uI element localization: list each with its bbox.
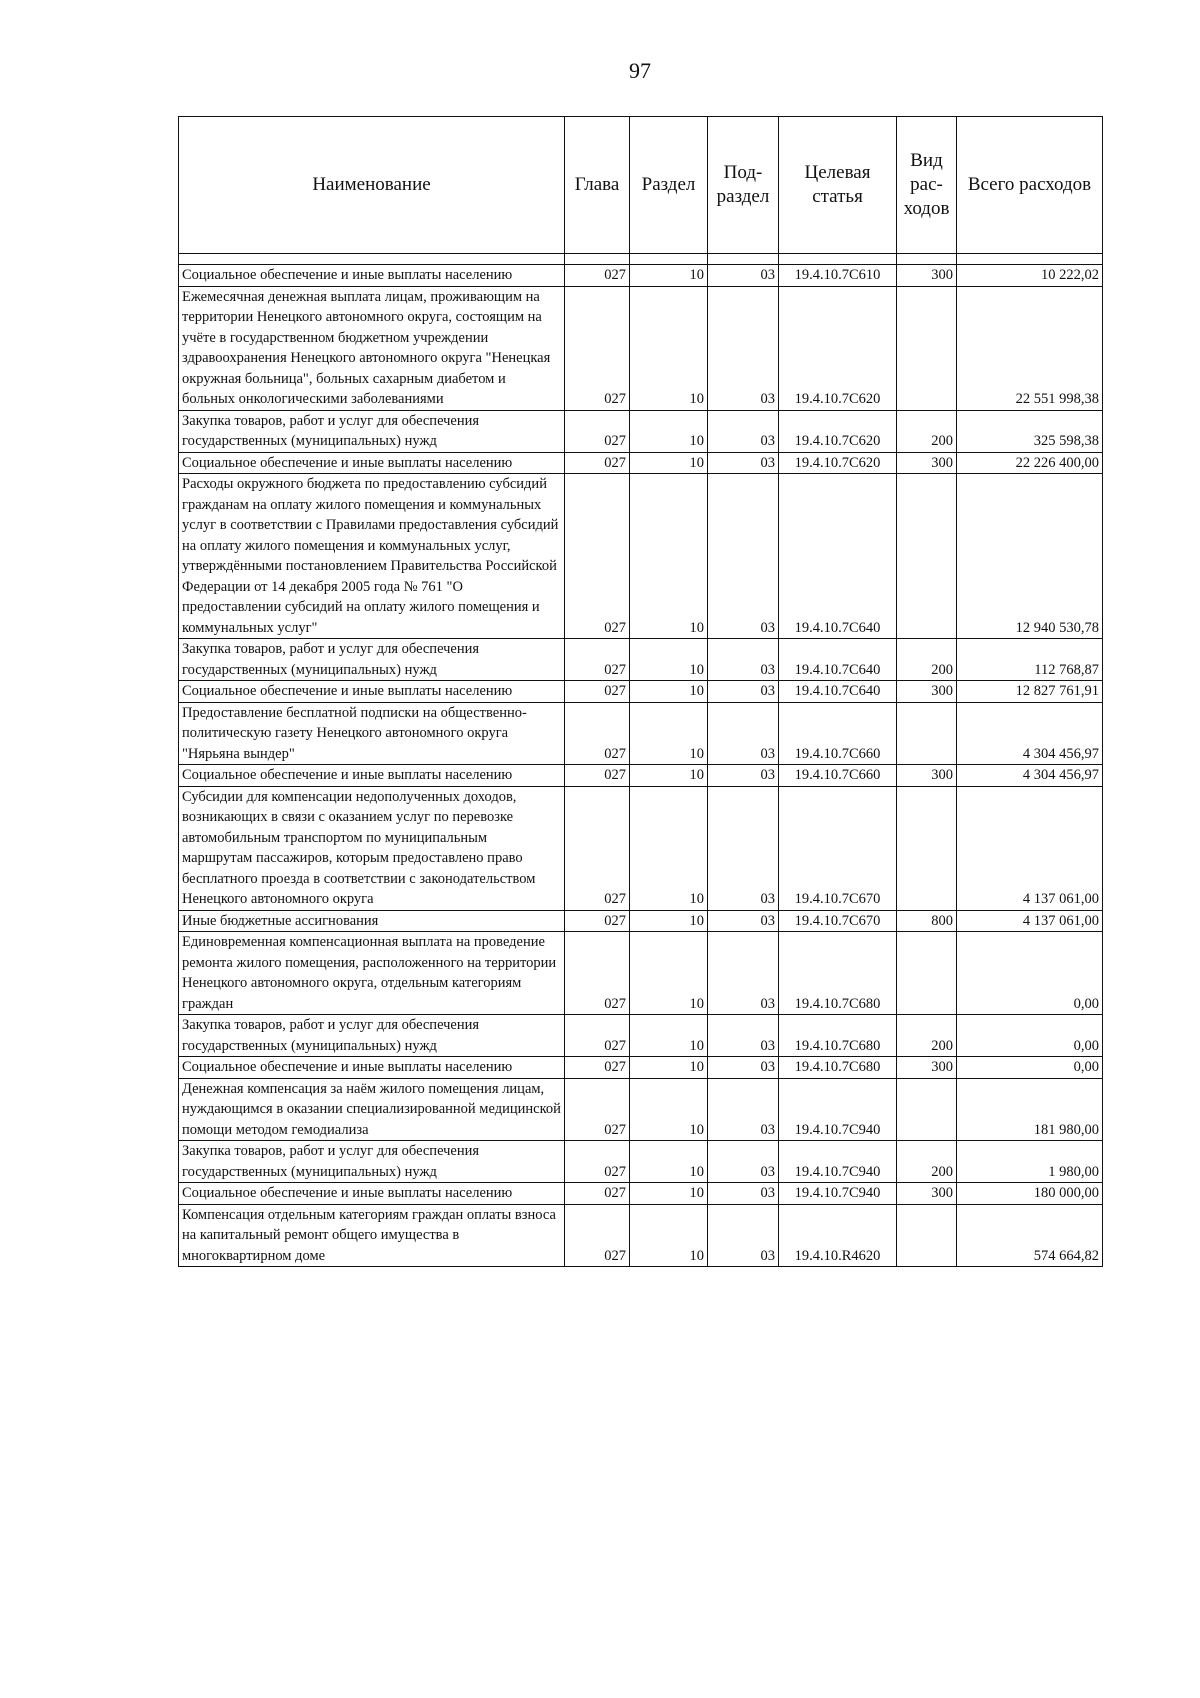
cell-vid: 200 [897,410,957,452]
cell-podrazdel: 03 [708,1204,779,1267]
header-statya: Целевая статья [779,117,897,254]
cell-razdel: 10 [630,1015,708,1057]
cell-razdel: 10 [630,1183,708,1205]
cell-vid [897,474,957,639]
cell-total: 0,00 [957,1057,1103,1079]
cell-razdel: 10 [630,1204,708,1267]
cell-podrazdel: 03 [708,639,779,681]
cell-razdel: 10 [630,765,708,787]
cell-statya: 19.4.10.7С620 [779,286,897,410]
table-row [179,1057,1103,1079]
header-razdel: Раздел [630,117,708,254]
cell-name: Социальное обеспечение и иные выплаты населению [179,1057,565,1079]
cell-glava: 027 [565,1015,630,1057]
cell-razdel: 10 [630,286,708,410]
cell-name: Закупка товаров, работ и услуг для обеспечения государственных (муниципальных) нужд [179,639,565,681]
header-vid: Вид рас-ходов [897,117,957,254]
cell-vid: 300 [897,1183,957,1205]
cell-total: 0,00 [957,1015,1103,1057]
cell-statya: 19.4.10.7С940 [779,1078,897,1141]
table-row [179,932,1103,1015]
budget-table [178,116,1103,1267]
cell-statya: 19.4.10.R4620 [779,1204,897,1267]
cell-total: 325 598,38 [957,410,1103,452]
cell-total: 4 304 456,97 [957,702,1103,765]
cell-glava: 027 [565,786,630,910]
spacer-cell [957,254,1103,265]
cell-name: Социальное обеспечение и иные выплаты населению [179,681,565,703]
cell-podrazdel: 03 [708,1015,779,1057]
cell-statya: 19.4.10.7С940 [779,1183,897,1205]
cell-vid: 200 [897,1015,957,1057]
cell-total: 4 137 061,00 [957,910,1103,932]
cell-total: 22 226 400,00 [957,452,1103,474]
cell-podrazdel: 03 [708,1183,779,1205]
cell-name: Социальное обеспечение и иные выплаты населению [179,1183,565,1205]
page-number: 97 [629,58,651,83]
cell-glava: 027 [565,265,630,287]
cell-total: 574 664,82 [957,1204,1103,1267]
cell-podrazdel: 03 [708,681,779,703]
cell-vid: 200 [897,639,957,681]
cell-name: Денежная компенсация за наём жилого помещения лицам, нуждающимся в оказании специализированной медицинской помощи методом гемодиализа [179,1078,565,1141]
cell-statya: 19.4.10.7С670 [779,910,897,932]
cell-podrazdel: 03 [708,1141,779,1183]
cell-name: Расходы окружного бюджета по предоставлению субсидий гражданам на оплату жилого помещения и коммунальных услуг в соответствии с Правилами предоставления субсидий на оплату жилого помещения и коммунальных услуг, утверждёнными постановлением Правительства Российской Федерации от 14 декабря 2005 года № 761 "О предоставлении субсидий на оплату жилого помещения и коммунальных услуг" [179,474,565,639]
cell-total: 10 222,02 [957,265,1103,287]
cell-statya: 19.4.10.7С940 [779,1141,897,1183]
table-row [179,1204,1103,1267]
cell-total: 180 000,00 [957,1183,1103,1205]
cell-name: Закупка товаров, работ и услуг для обеспечения государственных (муниципальных) нужд [179,1141,565,1183]
table-body [179,265,1103,1267]
cell-vid: 300 [897,1057,957,1079]
cell-statya: 19.4.10.7С610 [779,265,897,287]
cell-total: 22 551 998,38 [957,286,1103,410]
header-total: Всего расходов [957,117,1103,254]
cell-statya: 19.4.10.7С670 [779,786,897,910]
cell-statya: 19.4.10.7С680 [779,932,897,1015]
cell-razdel: 10 [630,1078,708,1141]
cell-podrazdel: 03 [708,452,779,474]
cell-razdel: 10 [630,1057,708,1079]
cell-glava: 027 [565,702,630,765]
table-row [179,1015,1103,1057]
cell-glava: 027 [565,1057,630,1079]
cell-vid: 300 [897,452,957,474]
cell-glava: 027 [565,286,630,410]
cell-vid [897,702,957,765]
table-row [179,639,1103,681]
spacer-cell [708,254,779,265]
table-row [179,786,1103,910]
cell-razdel: 10 [630,452,708,474]
cell-razdel: 10 [630,265,708,287]
header-glava: Глава [565,117,630,254]
table-row [179,910,1103,932]
cell-name: Компенсация отдельным категориям граждан оплаты взноса на капитальный ремонт общего имущества в многоквартирном доме [179,1204,565,1267]
cell-name: Закупка товаров, работ и услуг для обеспечения государственных (муниципальных) нужд [179,1015,565,1057]
table-row [179,702,1103,765]
cell-razdel: 10 [630,910,708,932]
cell-podrazdel: 03 [708,286,779,410]
cell-glava: 027 [565,1183,630,1205]
cell-statya: 19.4.10.7С620 [779,410,897,452]
header-name: Наименование [179,117,565,254]
cell-glava: 027 [565,474,630,639]
cell-glava: 027 [565,1078,630,1141]
cell-vid: 300 [897,681,957,703]
cell-statya: 19.4.10.7С640 [779,639,897,681]
cell-total: 12 940 530,78 [957,474,1103,639]
spacer-cell [179,254,565,265]
cell-vid [897,786,957,910]
spacer-cell [630,254,708,265]
cell-total: 12 827 761,91 [957,681,1103,703]
table-row [179,681,1103,703]
cell-name: Иные бюджетные ассигнования [179,910,565,932]
table-row [179,474,1103,639]
cell-vid: 200 [897,1141,957,1183]
cell-podrazdel: 03 [708,1078,779,1141]
cell-glava: 027 [565,639,630,681]
cell-statya: 19.4.10.7С640 [779,474,897,639]
table-row [179,1183,1103,1205]
cell-razdel: 10 [630,932,708,1015]
cell-statya: 19.4.10.7С660 [779,702,897,765]
cell-podrazdel: 03 [708,265,779,287]
cell-name: Предоставление бесплатной подписки на общественно-политическую газету Ненецкого автономного округа "Нярьяна вындер" [179,702,565,765]
table-row [179,765,1103,787]
cell-podrazdel: 03 [708,410,779,452]
cell-total: 4 137 061,00 [957,786,1103,910]
cell-name: Социальное обеспечение и иные выплаты населению [179,265,565,287]
cell-statya: 19.4.10.7С680 [779,1057,897,1079]
cell-razdel: 10 [630,474,708,639]
cell-name: Закупка товаров, работ и услуг для обеспечения государственных (муниципальных) нужд [179,410,565,452]
header-spacer-row [179,254,1103,265]
cell-glava: 027 [565,765,630,787]
cell-name: Единовременная компенсационная выплата на проведение ремонта жилого помещения, расположенного на территории Ненецкого автономного округа, отдельным категориям граждан [179,932,565,1015]
cell-glava: 027 [565,410,630,452]
cell-podrazdel: 03 [708,765,779,787]
cell-podrazdel: 03 [708,786,779,910]
cell-glava: 027 [565,1204,630,1267]
cell-razdel: 10 [630,1141,708,1183]
spacer-cell [779,254,897,265]
cell-razdel: 10 [630,681,708,703]
cell-podrazdel: 03 [708,702,779,765]
cell-vid [897,286,957,410]
cell-vid: 800 [897,910,957,932]
table-row [179,410,1103,452]
cell-vid [897,1204,957,1267]
cell-name: Ежемесячная денежная выплата лицам, проживающим на территории Ненецкого автономного округа, состоящим на учёте в государственном бюджетном учреждении здравоохранения Ненецкого автономного округа "Ненецкая окружная больница", больных сахарным диабетом и больных онкологическими заболеваниями [179,286,565,410]
cell-glava: 027 [565,910,630,932]
cell-statya: 19.4.10.7С680 [779,1015,897,1057]
table-header-row [179,117,1103,254]
table-row [179,1078,1103,1141]
table-row [179,1141,1103,1183]
cell-podrazdel: 03 [708,474,779,639]
cell-total: 0,00 [957,932,1103,1015]
cell-razdel: 10 [630,410,708,452]
cell-name: Социальное обеспечение и иные выплаты населению [179,452,565,474]
cell-statya: 19.4.10.7С660 [779,765,897,787]
cell-name: Субсидии для компенсации недополученных доходов, возникающих в связи с оказанием услуг по перевозке автомобильным транспортом по муниципальным маршрутам пассажиров, которым предоставлено право бесплатного проезда в соответствии с законодательством Ненецкого автономного округа [179,786,565,910]
spacer-cell [565,254,630,265]
table-row [179,265,1103,287]
cell-vid [897,932,957,1015]
cell-vid [897,1078,957,1141]
table-row [179,452,1103,474]
spacer-cell [897,254,957,265]
cell-total: 1 980,00 [957,1141,1103,1183]
cell-total: 112 768,87 [957,639,1103,681]
cell-razdel: 10 [630,639,708,681]
cell-statya: 19.4.10.7С620 [779,452,897,474]
table-row [179,286,1103,410]
cell-razdel: 10 [630,786,708,910]
cell-total: 4 304 456,97 [957,765,1103,787]
cell-name: Социальное обеспечение и иные выплаты населению [179,765,565,787]
cell-vid: 300 [897,265,957,287]
cell-podrazdel: 03 [708,910,779,932]
cell-glava: 027 [565,1141,630,1183]
cell-glava: 027 [565,452,630,474]
cell-total: 181 980,00 [957,1078,1103,1141]
cell-razdel: 10 [630,702,708,765]
cell-vid: 300 [897,765,957,787]
cell-glava: 027 [565,932,630,1015]
header-podrazdel: Под-раздел [708,117,779,254]
cell-podrazdel: 03 [708,932,779,1015]
cell-statya: 19.4.10.7С640 [779,681,897,703]
cell-glava: 027 [565,681,630,703]
cell-podrazdel: 03 [708,1057,779,1079]
